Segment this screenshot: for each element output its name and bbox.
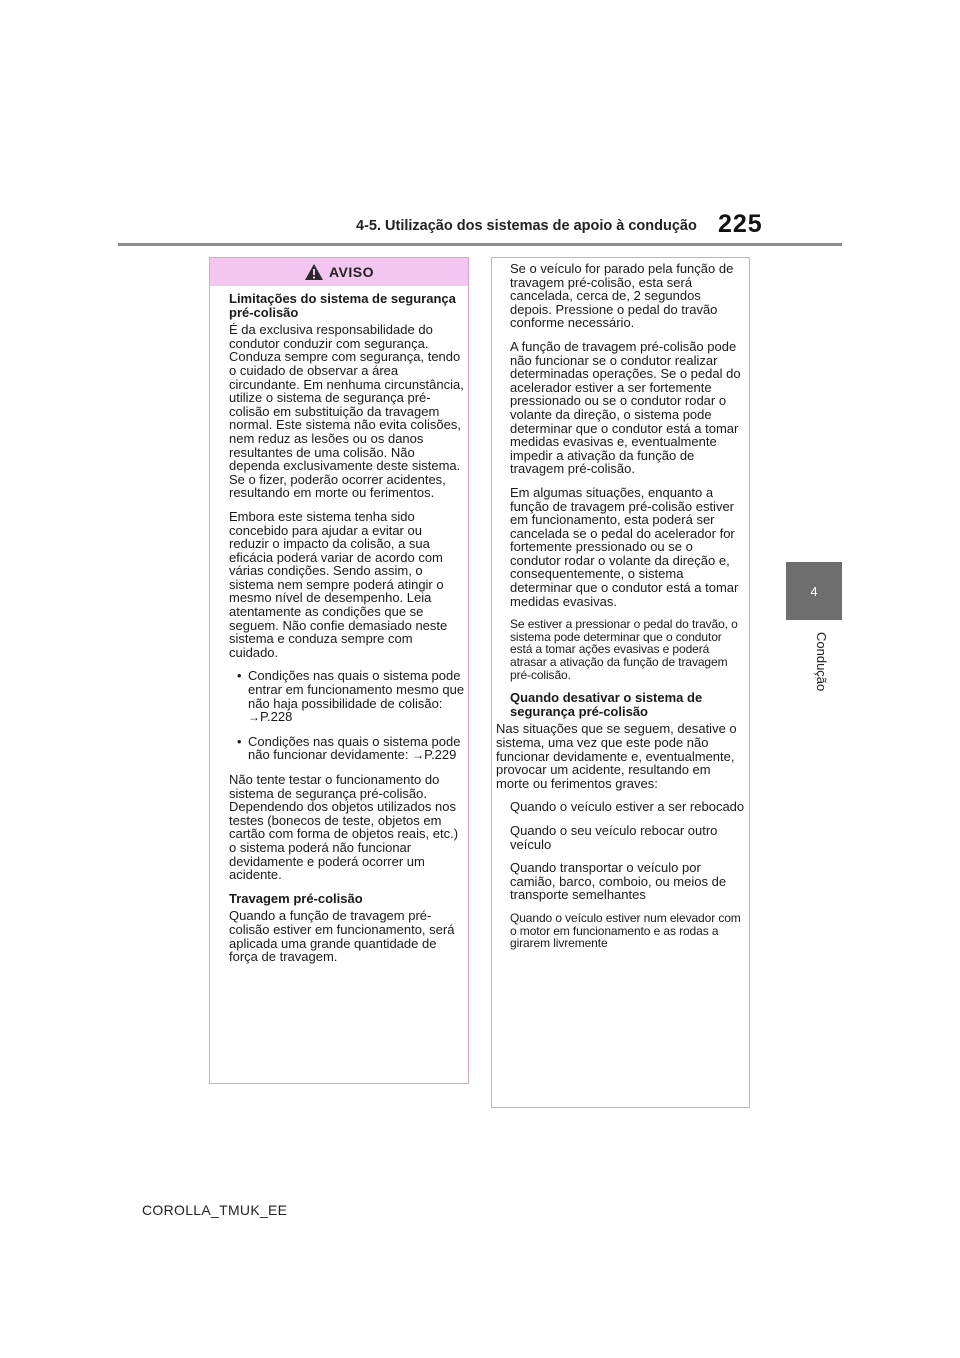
warning-heading-deactivate: Quando desativar o sistema de segurança pré-colisão — [510, 690, 703, 719]
warning-paragraph: Nas situações que se seguem, desative o sistema, uma vez que este pode não funcionar devidamente e, eventualmente, provocar um acidente, resultando em morte ou ferimentos graves: — [496, 721, 737, 791]
header-divider — [118, 243, 842, 246]
list-item: Quando o veículo estiver num elevador com o motor em funcionamento e as rodas a girarem livremente — [510, 910, 741, 951]
bullet-text: Condições nas quais o sistema pode não funcionar devidamente: — [248, 733, 461, 763]
warning-paragraph: Em algumas situações, enquanto a função de travagem pré-colisão estiver em funcionamento, esta poderá ser cancelada se o pedal do acelerador for fortemente pressionado ou se o condutor rodar o volante da direção e, consequentemente, o sistema determinar que o condutor está a tomar medidas evasivas. — [510, 484, 739, 609]
warning-paragraph: Se o veículo for parado pela função de travagem pré-colisão, esta será cancelada, cerca de, 2 segundos depois. Pressione o pedal do travão conforme necessário. — [510, 261, 734, 331]
warning-paragraph: É da exclusiva responsabilidade do condutor conduzir com segurança. Conduza sempre com segurança, tendo o cuidado de observar a área circundante. Em nenhuma circunstância, utilize o sistema de segurança pré-colisão em substituição da travagem normal. Este sistema não evita colisões, nem reduz as lesões ou os danos resultantes de uma colisão. Não dependa exclusivamente deste sistema. Se o fizer, poderão ocorrer acidentes, resultando em morte ou ferimentos. — [229, 322, 464, 501]
model-code: COROLLA_TMUK_EE — [142, 1202, 288, 1218]
chapter-label: Condução — [814, 632, 829, 692]
list-item: Quando transportar o veículo por camião, barco, comboio, ou meios de transporte semelhantes — [510, 860, 727, 903]
bullet-text: Condições nas quais o sistema pode entrar em funcionamento mesmo que não haja possibilidade de colisão: — [248, 668, 465, 711]
reference-arrow-icon: → — [248, 710, 260, 725]
bullet-item: • Condições nas quais o sistema pode entrar em funcionamento mesmo que não haja possibilidade de colisão: →P.228 — [237, 668, 465, 725]
list-item: Quando o seu veículo rebocar outro veículo — [510, 822, 718, 852]
warning-paragraph: A função de travagem pré-colisão pode não funcionar se o condutor realizar determinadas operações. Se o pedal do acelerador estiver a ser fortemente pressionado ou se o condutor rodar o volante da direção, o sistema pode determinar que o condutor está a tomar medidas evasivas e, eventualmente impedir a ativação da função de travagem pré-colisão. — [510, 338, 741, 477]
warning-title: AVISO — [328, 264, 375, 280]
bullet-item: • Condições nas quais o sistema pode não funcionar devidamente: →P.229 — [237, 733, 461, 763]
page-reference-link[interactable]: P.228 — [260, 709, 293, 725]
warning-paragraph: Não tente testar o funcionamento do sistema de segurança pré-colisão. Dependendo dos objetos utilizados nos testes (bonecos de teste, objetos em cartão com forma de objetos reais, etc.) o sistema poderá não funcionar devidamente e poderá ocorrer um acidente. — [229, 772, 459, 883]
page-reference-link[interactable]: P.229 — [424, 747, 457, 763]
warning-paragraph: Quando a função de travagem pré-colisão estiver em funcionamento, será aplicada uma grande quantidade de força de travagem. — [229, 908, 455, 965]
list-item: Quando o veículo estiver a ser rebocado — [510, 799, 745, 815]
warning-paragraph: Embora este sistema tenha sido concebido para ajudar a evitar ou reduzir o impacto da colisão, a sua eficácia poderá variar de acordo com várias condições. Sendo assim, o sistema nem sempre poderá atingir o mesmo nível de desempenho. Leia atentamente as condições que se seguem. Não confie demasiado neste sistema e conduza sempre com cuidado. — [229, 508, 448, 660]
page-number: 225 — [718, 210, 763, 238]
chapter-number: 4 — [810, 583, 818, 599]
chapter-tab — [786, 562, 842, 620]
warning-paragraph: Se estiver a pressionar o pedal do travão, o sistema pode determinar que o condutor está a tomar ações evasivas e poderá atrasar a ativação da função de travagem pré-colisão. — [510, 617, 738, 682]
warning-heading-braking: Travagem pré-colisão — [229, 890, 363, 906]
warning-continued-content — [496, 262, 746, 960]
section-title: 4-5. Utilização dos sistemas de apoio à condução — [356, 218, 697, 234]
warning-content — [229, 292, 465, 974]
warning-heading-limitations: Limitações do sistema de segurança pré-colisão — [229, 291, 456, 320]
warning-header — [210, 258, 468, 286]
reference-arrow-icon: → — [412, 748, 425, 763]
warning-triangle-icon — [304, 263, 324, 281]
